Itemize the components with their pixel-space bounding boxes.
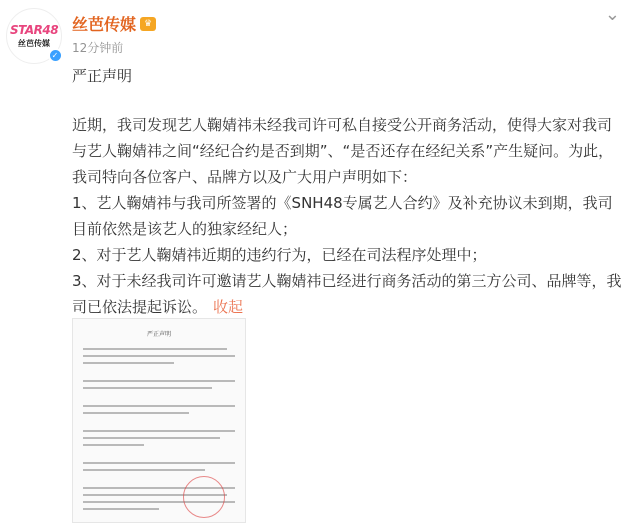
red-seal-stamp [183, 476, 225, 518]
document-text-line [83, 412, 189, 414]
document-text-line [83, 355, 235, 357]
collapse-link[interactable]: 收起 [213, 298, 244, 316]
document-text-line [83, 380, 235, 382]
document-text-line [83, 444, 144, 446]
post-paragraph-last [72, 268, 626, 320]
document-text-line [83, 437, 220, 439]
document-text-line [83, 387, 212, 389]
document-text-line [83, 462, 235, 464]
post-body [72, 63, 626, 320]
attached-document-image[interactable] [72, 318, 246, 523]
post-paragraph-text: 3、对于未经我司许可邀请艺人鞠婧祎已经进行商务活动的第三方公司、品牌等，我司已依法提起诉讼。 [72, 272, 622, 316]
avatar-logo-text: STAR48 [9, 23, 59, 37]
avatar-logo-subtext: 丝芭传媒 [18, 39, 50, 48]
document-text-line [83, 405, 235, 407]
more-options-icon[interactable]: ⌄ [604, 4, 620, 25]
post-paragraph: 2、对于艺人鞠婧祎近期的违约行为，已经在司法程序处理中； [72, 246, 487, 264]
document-title: 严正声明 [146, 331, 171, 338]
account-name-row[interactable] [72, 12, 156, 35]
crown-icon: ♛ [140, 17, 156, 31]
document-text-line [83, 348, 227, 350]
post-paragraph: 1、艺人鞠婧祎与我司所签署的《SNH48专属艺人合约》及补充协议未到期，我司目前依然是该艺人的独家经纪人； [72, 194, 613, 238]
verified-badge-icon: ✓ [48, 48, 62, 62]
account-name[interactable]: 丝芭传媒 [72, 15, 137, 34]
document-text-line [83, 469, 205, 471]
post-paragraph: 近期，我司发现艺人鞠婧祎未经我司许可私自接受公开商务活动，使得大家对我司与艺人鞠婧祎之间“经纪合约是否到期”、“是否还存在经纪关系”产生疑问。为此，我司特向各位客户、品牌方以及广大用户声明如下： [72, 116, 614, 186]
post-time[interactable]: 12分钟前 [72, 41, 124, 55]
document-text-line [83, 430, 235, 432]
post-heading: 严正声明 [72, 67, 133, 85]
document-text-line [83, 362, 174, 364]
document-text-line [83, 508, 159, 510]
